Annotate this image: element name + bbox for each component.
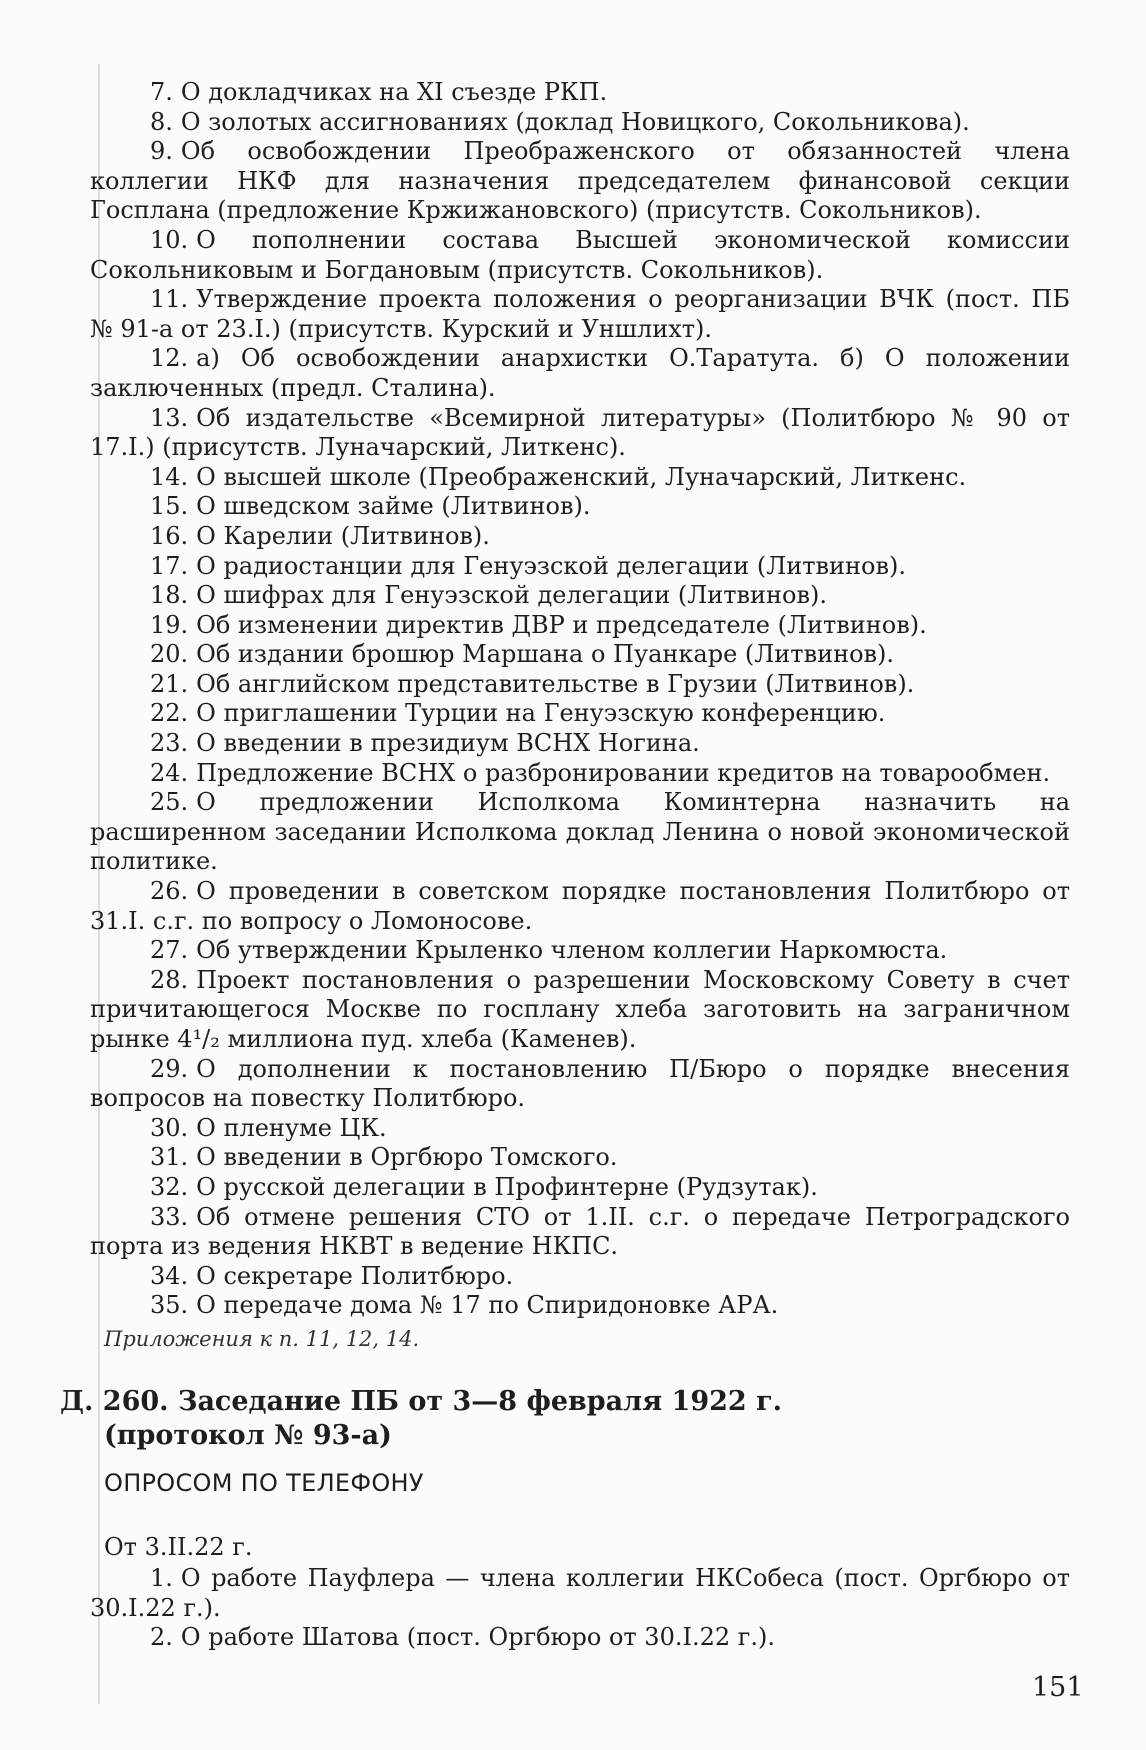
agenda-item <box>90 226 1070 285</box>
item-text: О русской делегации в Профинтерне (Рудзутак). <box>196 1172 818 1201</box>
item-number: 35. <box>150 1291 189 1320</box>
item-number: 18. <box>150 581 189 610</box>
item-text: О приглашении Турции на Генуэзскую конференцию. <box>196 699 886 728</box>
agenda-item <box>90 936 1070 966</box>
item-number: 7. <box>150 78 173 106</box>
item-text: О предложении Исполкома Коминтерна назначить на расширенном заседании Исполкома доклад Ленина о новой экономической политике. <box>90 788 1070 876</box>
item-text: О пленуме ЦК. <box>196 1113 387 1142</box>
item-number: 15. <box>150 492 189 521</box>
item-number: 20. <box>150 640 189 669</box>
item-number: 2. <box>150 1623 173 1652</box>
item-text: Об английском представительстве в Грузии (Литвинов). <box>196 669 915 698</box>
agenda-item <box>90 344 1070 403</box>
item-text: О дополнении к постановлению П/Бюро о порядке внесения вопросов на повестку Политбюро. <box>90 1054 1070 1113</box>
item-number: 22. <box>150 699 189 728</box>
agenda-item <box>90 670 1070 700</box>
agenda-item <box>90 1262 1070 1292</box>
section-title: ОПРОСОМ ПО ТЕЛЕФОНУ <box>104 1469 424 1497</box>
item-number: 8. <box>150 107 173 136</box>
item-text: О докладчиках на XI съезде РКП. <box>180 78 608 106</box>
item-number: 27. <box>150 936 189 965</box>
item-number: 13. <box>150 403 189 432</box>
item-number: 29. <box>150 1054 189 1083</box>
item-text: О проведении в советском порядке постановления Политбюро от 31.I. с.г. по вопросу о Ломоносове. <box>90 877 1070 935</box>
agenda-item <box>90 729 1070 759</box>
item-text: Об отмене решения СТО от 1.II. с.г. о передаче Петроградского порта из ведения НКВТ в ведение НКПС. <box>90 1202 1070 1261</box>
agenda-item <box>90 1173 1070 1203</box>
item-number: 10. <box>150 225 189 254</box>
item-text: Об изменении директив ДВР и председателе (Литвинов). <box>196 610 927 639</box>
item-number: 1. <box>150 1564 173 1592</box>
agenda-item <box>90 640 1070 670</box>
agenda-item <box>90 759 1070 789</box>
item-number: 12. <box>150 344 189 373</box>
item-text: Об утверждении Крыленко членом коллегии Наркомюста. <box>196 936 948 965</box>
item-number: 28. <box>150 965 189 994</box>
item-text: О Карелии (Литвинов). <box>196 521 490 550</box>
document-heading-line1: Д. 260. Заседание ПБ от 3—8 февраля 1922 г. <box>60 1386 783 1417</box>
poll-item <box>90 1564 1070 1623</box>
agenda-item <box>90 581 1070 611</box>
item-text: О работе Шатова (пост. Оргбюро от 30.I.22 г.). <box>180 1623 775 1652</box>
agenda-item <box>90 78 1070 108</box>
item-number: 21. <box>150 669 189 698</box>
agenda-item <box>90 108 1070 138</box>
document-heading <box>60 1385 1080 1453</box>
item-text: О секретаре Политбюро. <box>196 1261 514 1290</box>
item-number: 9. <box>150 137 173 166</box>
item-number: 34. <box>150 1261 189 1290</box>
item-number: 19. <box>150 610 189 639</box>
item-text: О золотых ассигнованиях (доклад Новицкого, Сокольникова). <box>180 107 970 136</box>
item-text: Проект постановления о разрешении Московскому Совету в счет причитающегося Москве по госплану хлеба заготовить на заграничном рынке 4¹/₂ миллиона пуд. хлеба (Каменев). <box>90 965 1070 1053</box>
agenda-item <box>90 137 1070 226</box>
item-text: О передаче дома № 17 по Спиридоновке АРА. <box>196 1291 779 1320</box>
item-text: О введении в президиум ВСНХ Ногина. <box>196 729 700 758</box>
item-text: Предложение ВСНХ о разбронировании кредитов на товарообмен. <box>196 758 1051 787</box>
item-text: Об издании брошюр Маршана о Пуанкаре (Литвинов). <box>196 640 895 669</box>
item-text: О шифрах для Генуэзской делегации (Литвинов). <box>196 581 827 610</box>
phone-poll-list <box>90 1564 1070 1653</box>
item-text: а) Об освобождении анархистки О.Таратута. б) О положении заключенных (предл. Сталина). <box>90 344 1070 402</box>
appendix-note: Приложения к п. 11, 12, 14. <box>104 1327 420 1351</box>
agenda-item <box>90 1114 1070 1144</box>
agenda-item <box>90 404 1070 463</box>
item-text: О высшей школе (Преображенский, Луначарский, Литкенс. <box>196 462 967 491</box>
agenda-item <box>90 492 1070 522</box>
item-number: 31. <box>150 1143 189 1172</box>
poll-item <box>90 1623 1070 1653</box>
item-text: О работе Пауфлера — члена коллегии НКСобеса (пост. Оргбюро от 30.I.22 г.). <box>90 1564 1070 1622</box>
item-text: Об освобождении Преображенского от обязанностей члена коллегии НКФ для назначения председателем финансовой секции Госплана (предложение Кржижановского) (присутств. Сокольников). <box>90 137 1070 225</box>
item-number: 23. <box>150 729 189 758</box>
agenda-item <box>90 285 1070 344</box>
page-number: 151 <box>1032 1672 1084 1703</box>
date-line: От 3.II.22 г. <box>104 1533 253 1561</box>
agenda-item <box>90 552 1070 582</box>
item-text: Утверждение проекта положения о реорганизации ВЧК (пост. ПБ № 91-а от 23.I.) (присутств. Курский и Уншлихт). <box>90 285 1070 343</box>
item-number: 14. <box>150 462 189 491</box>
item-number: 16. <box>150 521 189 550</box>
agenda-item <box>90 522 1070 552</box>
agenda-item <box>90 1291 1070 1321</box>
agenda-item <box>90 1055 1070 1114</box>
agenda-item <box>90 1143 1070 1173</box>
item-number: 25. <box>150 788 189 817</box>
item-text: О радиостанции для Генуэзской делегации (Литвинов). <box>196 551 906 580</box>
agenda-list <box>90 78 1070 1321</box>
agenda-item <box>90 463 1070 493</box>
item-number: 26. <box>150 877 189 906</box>
item-number: 32. <box>150 1172 189 1201</box>
item-number: 30. <box>150 1113 189 1142</box>
agenda-item <box>90 877 1070 936</box>
item-text: О пополнении состава Высшей экономической комиссии Сокольниковым и Богдановым (присутств. Сокольников). <box>90 225 1070 284</box>
item-number: 24. <box>150 758 189 787</box>
item-number: 11. <box>150 285 189 314</box>
item-text: О шведском займе (Литвинов). <box>196 492 591 521</box>
agenda-item <box>90 1203 1070 1262</box>
agenda-item <box>90 699 1070 729</box>
agenda-item <box>90 611 1070 641</box>
document-heading-line2: (протокол № 93-а) <box>104 1420 392 1451</box>
agenda-item <box>90 788 1070 877</box>
item-text: Об издательстве «Всемирной литературы» (Политбюро № 90 от 17.I.) (присутств. Луначарский, Литкенс). <box>90 403 1070 462</box>
agenda-item <box>90 966 1070 1055</box>
item-text: О введении в Оргбюро Томского. <box>196 1143 618 1172</box>
item-number: 33. <box>150 1202 189 1231</box>
item-number: 17. <box>150 551 189 580</box>
